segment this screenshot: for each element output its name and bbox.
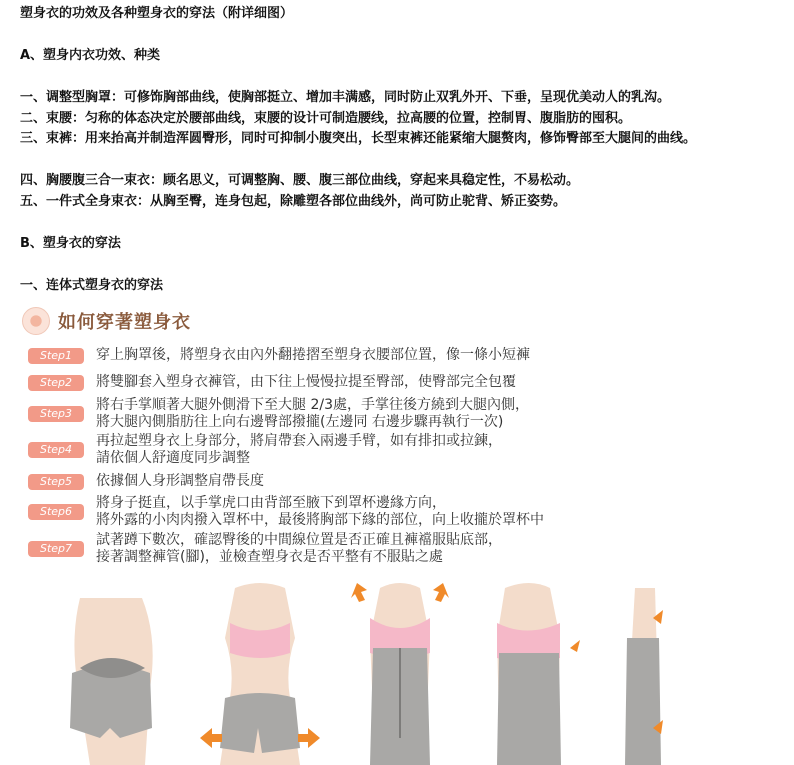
step-row	[28, 532, 756, 566]
figure-step2	[190, 578, 330, 765]
step-text: 依據個人身形調整肩帶長度	[96, 473, 264, 489]
step-row	[28, 495, 756, 529]
figure-step4	[465, 578, 585, 765]
step-badge: Step3	[28, 406, 84, 422]
section-a-item: 一、调整型胸罩：可修饰胸部曲线，使胸部挺立、增加丰满感，同时防止双乳外开、下垂，呈现优美动人的乳沟。	[20, 90, 671, 105]
section-a-item: 二、束腰：匀称的体态决定於腰部曲线，束腰的设计可制造腰线，拉高腰的位置，控制胃、腹脂肪的囤积。	[20, 111, 632, 126]
step-badge: Step2	[28, 375, 84, 391]
step-badge: Step6	[28, 504, 84, 520]
step-row	[28, 433, 756, 467]
step-text: 將右手掌順著大腿外側滑下至大腿 2/3處，手掌往後方繞到大腿內側， 將大腿內側脂肪往上向右邊臀部撥攏(左邊同 右邊步驟再執行一次)	[96, 397, 529, 430]
figure-step1	[50, 578, 160, 765]
step-text: 試著蹲下數次，確認臀後的中間線位置是否正確且褲襠服貼底部， 接著調整褲管(腳)，並檢查塑身衣是否平整有不服貼之處	[96, 532, 502, 565]
step-row	[28, 347, 756, 364]
step-row	[28, 397, 756, 431]
dressing-illustrations	[50, 578, 670, 765]
step-text: 再拉起塑身衣上身部分，將肩帶套入兩邊手臂，如有排扣或拉鍊， 請依個人舒適度同步調整	[96, 433, 502, 466]
howto-header	[22, 306, 191, 336]
figure-step3	[345, 578, 455, 765]
step-row	[28, 473, 756, 490]
bullet-icon	[22, 307, 50, 335]
step-row	[28, 374, 756, 391]
step-text: 穿上胸罩後，將塑身衣由內外翻捲摺至塑身衣腰部位置，像一條小短褲	[96, 347, 530, 363]
step-badge: Step1	[28, 348, 84, 364]
step-text: 將身子挺直，以手掌虎口由背部至腋下到罩杯邊緣方向， 將外露的小肉肉撥入罩杯中，最後將胸部下緣的部位，向上收攏於罩杯中	[96, 495, 544, 528]
section-b-heading: B、塑身衣的穿法	[20, 236, 121, 251]
figure-step5	[615, 578, 670, 765]
section-a-item: 三、束裤：用来抬高并制造浑圆臀形，同时可抑制小腹突出，长型束裤还能紧缩大腿赘肉，修饰臀部至大腿间的曲线。	[20, 131, 697, 146]
section-a-heading: A、塑身内衣功效、种类	[20, 48, 161, 63]
section-a-item: 四、胸腰腹三合一束衣：顾名思义，可调整胸、腰、腹三部位曲线，穿起来具稳定性，不易松动。	[20, 173, 580, 188]
step-badge: Step5	[28, 474, 84, 490]
section-a-item: 五、一件式全身束衣：从胸至臀，连身包起，除雕塑各部位曲线外，尚可防止驼背、矫正姿势。	[20, 194, 567, 209]
article-title: 塑身衣的功效及各种塑身衣的穿法（附详细图）	[20, 6, 294, 21]
howto-title: 如何穿著塑身衣	[58, 312, 191, 333]
section-b-subheading: 一、连体式塑身衣的穿法	[20, 278, 164, 293]
step-badge: Step4	[28, 442, 84, 458]
step-badge: Step7	[28, 541, 84, 557]
step-text: 將雙腳套入塑身衣褲管，由下往上慢慢拉提至臀部，使臀部完全包覆	[96, 374, 516, 390]
